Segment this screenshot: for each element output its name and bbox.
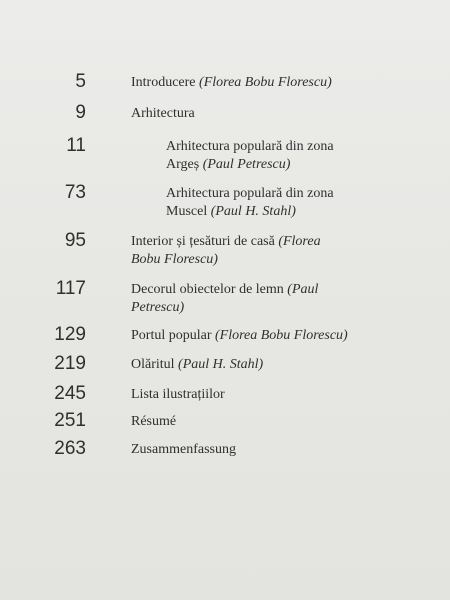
toc-title-line xyxy=(166,138,421,174)
toc-title: Arhitectura populară din zona xyxy=(166,139,334,154)
toc-author: (Florea xyxy=(278,234,321,249)
toc-title-line xyxy=(131,441,421,459)
toc-author: (Paul Petrescu) xyxy=(202,157,291,172)
toc-title-line xyxy=(131,327,421,345)
toc-page-number: 263 xyxy=(54,438,86,459)
toc-title-continued: Muscel xyxy=(166,204,208,219)
toc-title-line xyxy=(131,74,421,92)
toc-title-line xyxy=(166,185,421,221)
toc-title: Portul popular xyxy=(131,328,212,343)
toc-title: Decorul obiectelor de lemn xyxy=(131,282,284,297)
toc-page-number: 11 xyxy=(66,135,86,156)
toc-page-number: 251 xyxy=(54,410,86,431)
toc-title: Lista ilustrațiilor xyxy=(131,387,225,402)
toc-title-line xyxy=(131,105,421,123)
toc-title-line xyxy=(131,233,421,269)
toc-title-line xyxy=(131,281,421,317)
toc-page-number: 245 xyxy=(54,383,86,404)
toc-title: Olăritul xyxy=(131,357,175,372)
toc-author: (Paul xyxy=(287,282,319,297)
toc-title: Résumé xyxy=(131,414,177,429)
toc-author: (Paul H. Stahl) xyxy=(178,357,264,372)
toc-page-number: 129 xyxy=(54,324,86,345)
toc-author-continued: Petrescu) xyxy=(131,300,185,315)
toc-page-number: 117 xyxy=(55,278,86,299)
toc-author-continued: Bobu Florescu) xyxy=(131,252,218,267)
toc-author: (Florea Bobu Florescu) xyxy=(215,328,348,343)
toc-page-number: 73 xyxy=(64,182,86,203)
toc-title: Introducere xyxy=(131,75,196,90)
toc-title: Zusammenfassung xyxy=(131,442,236,457)
toc-page-number: 219 xyxy=(54,353,86,374)
toc-title-line xyxy=(131,356,421,374)
toc-page-number: 95 xyxy=(64,230,86,251)
toc-title-line xyxy=(131,413,421,431)
toc-author: (Paul H. Stahl) xyxy=(210,204,296,219)
toc-author: (Florea Bobu Florescu) xyxy=(199,75,332,90)
toc-page-number: 9 xyxy=(75,102,86,123)
toc-title: Arhitectura xyxy=(131,106,195,121)
toc-page-number: 5 xyxy=(75,71,86,92)
toc-title-line xyxy=(131,386,421,404)
toc-title: Arhitectura populară din zona xyxy=(166,186,334,201)
toc-title-continued: Argeș xyxy=(166,157,200,172)
toc-title: Interior și țesături de casă xyxy=(131,234,275,249)
